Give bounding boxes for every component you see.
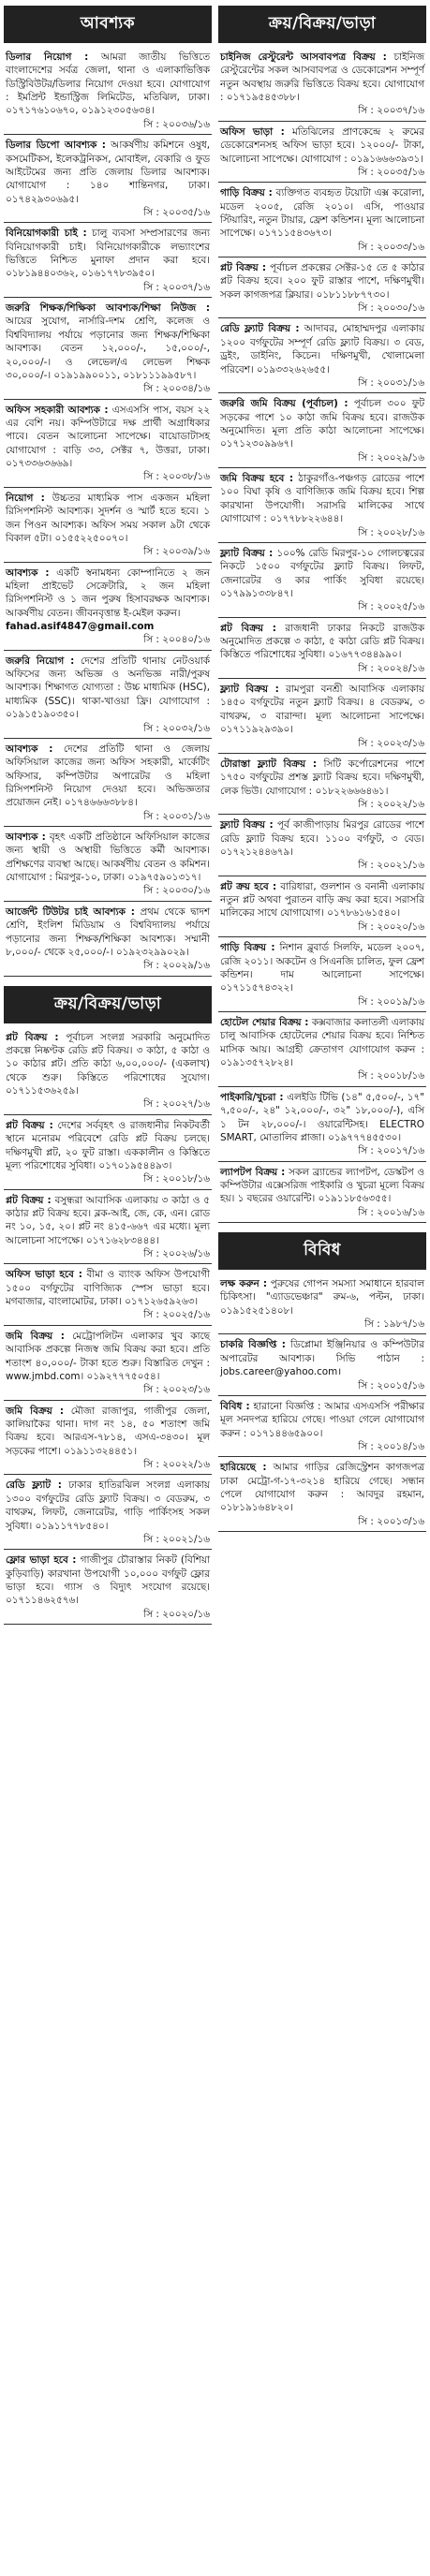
ad-heading: প্লট বিক্রয় : [220, 622, 276, 634]
ad-heading: বিনিয়োগকারী চাই : [6, 228, 87, 240]
ad-heading: চাইনিজ রেস্টুরেন্ট আসবাবপত্র বিক্রয় : [220, 52, 387, 63]
ad-heading: বিবিধ : [220, 1400, 250, 1412]
section-spacer [4, 977, 212, 986]
ad-code: সি : ২০০২৮/১৬ [358, 526, 424, 538]
classified-ad [4, 1550, 212, 1625]
classified-ad [218, 468, 426, 543]
section-spacer [218, 1223, 426, 1232]
ad-body: ডিপ্লোমা ইঞ্জিনিয়ার ও কম্পিউটার অপারেটর আবশ্যক। সিভি পাঠান : jobs.career@yahoo.com। [220, 1339, 424, 1378]
ad-body: মতিঝিলের প্রাণকেন্দ্রে ২ রুমের ডেকোরেশনসহ অফিস ভাড়া হবে। ১২০০০/- টাকা, আলোচনা সাপেক্ষে। যোগাযোগ : ০১৯১৬৬৬৩৯৩১। [220, 125, 424, 165]
ad-heading: ল্যাপটপ বিক্রয় : [220, 1166, 286, 1178]
ad-body: পূর্বাচল প্রকল্পের সেক্টর-১৫ তে ৫ কাঠার প্লট বিক্রয় হবে। ২০০ ফুট রাস্তার পাশে, দক্ষিণমুখী। সকল কাগজপত্র ক্লিয়ার। ০১৮১১৮৮৭৭৩০। [220, 262, 424, 301]
classified-ad [218, 258, 426, 318]
ad-code: সি : ২০০২০/১৬ [143, 1608, 210, 1620]
ad-heading: প্লট বিক্রয় : [220, 262, 267, 274]
ad-heading: জমি বিক্রয় : [6, 1405, 64, 1417]
classified-ad [218, 1012, 426, 1087]
ad-body: রাজধানী ঢাকার নিকটে রাজউক অনুমোদিত প্রকল্পে ৩ কাঠা, ৫ কাঠা রেডি প্লট বিক্রয়। কিস্তিতে পরিশোধের সুবিধা। ০১৬৭৭৩৪৪৯৯০। [220, 622, 424, 661]
ad-code: সি : ১৯৮৭/১৬ [364, 1318, 424, 1331]
ad-body: আদাবর, মোহাম্মদপুর এলাকায় ১২০০ বর্গফুটের সম্পূর্ণ রেডি ফ্ল্যাট বিক্রয়। ৩ বেড, ড্রইং, ডাইনিং, কিচেন। দক্ষিণমুখী, খোলামেলা পরিবেশ। ০১৯৩৩২৬২৬৫৫। [220, 323, 424, 375]
classified-ad [4, 1401, 212, 1476]
ad-heading: প্লট ক্রয় হবে : [220, 880, 277, 892]
ad-code: সি : ২০০২২/১৬ [358, 798, 424, 810]
classified-ad [218, 815, 426, 876]
ad-code: সি : ২০০১৫/১৬ [358, 1379, 424, 1391]
classified-ad [4, 1264, 212, 1325]
ad-heading: প্লট বিক্রয় : [6, 1194, 52, 1206]
ad-heading: আবশ্যক : [6, 567, 50, 579]
ad-heading: ফ্ল্যাট বিক্রয় : [220, 819, 274, 832]
classified-ad [218, 1162, 426, 1223]
ad-body: ১০০% রেডি মিরপুর-১০ গোলচত্বরের নিকটে ১৫০০ বর্গফুটের ফ্ল্যাট বিক্রয়। লিফট, জেনারেটর ও কার পার্কিং সুবিধা রয়েছে। ০১৭৯৯১৩৩৮৪৭। [220, 547, 424, 599]
ad-body: দেশের প্রতিটি থানায় নেটওয়ার্ক অফিসের জন্য অভিজ্ঞ ও অনভিজ্ঞ নারী/পুরুষ আবশ্যক। শিক্ষাগত যোগ্যতা : উচ্চ মাধ্যমিক (HSC), মাধ্যমিক (SSC)। থাকা-খাওয়া ফ্রি। যোগাযোগ : ০১৯১৫১৯০৩৫০। [6, 655, 210, 721]
section-title: আবশ্যক [4, 6, 212, 43]
ad-heading: চাকরি বিজ্ঞপ্তি : [220, 1339, 286, 1351]
ad-body: পূর্বাচল সংলগ্ন সরকারি অনুমোদিত প্রকল্পে নিষ্কণ্টক রেডি প্লট বিক্রয়। ৩ কাঠা, ৫ কাঠা ও ১০ কাঠার প্লট। প্রতি কাঠা ৬,০০,০০০/- (একলাখ) থেকে শুরু। কিস্তিতে পরিশোধের সুযোগ। ০১৭১১৫৩৬২৫৯। [6, 1031, 210, 1097]
ad-code: সি : ২০০৩৫/১৬ [358, 166, 424, 178]
ad-code: সি : ২০০৩৬/১৬ [143, 118, 210, 130]
ad-email[interactable]: fahad.asif4847@gmail.com [6, 621, 155, 633]
ad-heading: নিয়োগ : [6, 492, 45, 504]
ad-heading: অফিস সহকারী আবশ্যক : [6, 404, 109, 416]
ad-code: সি : ২০০৩২/১৬ [143, 722, 210, 734]
classified-ad [218, 183, 426, 258]
ad-body: এসএসসি পাস, বয়স ২২ এর বেশি নয়। কম্পিউটারে দক্ষ প্রার্থী অগ্রাধিকার পাবে। বেতন আলোচনা সাপেক্ষে। বায়োডাটাসহ যোগাযোগ : বাড়ি ৩৩, সেক্টর ৭, উত্তরা, ঢাকা। ০১৭৩৩৬৩৬৬৯। [6, 404, 210, 470]
classified-ad [4, 400, 212, 488]
ad-body: ঠাকুরগাঁও-পঞ্চগড় রোডের পাশে ১০০ বিঘা কৃষি ও বাণিজ্যিক জমি বিক্রয় হবে। শিল্প কারখানা উপযোগী। সরাসরি মালিকের সাথে যোগাযোগ : ০১৭৭৮৮২২৬৪৪। [220, 473, 424, 525]
ad-code: সি : ২০০৩৮/১৬ [143, 471, 210, 483]
ad-code: সি : ২০০১৯/১৬ [358, 995, 424, 1008]
ad-heading: জরুরি নিয়োগ : [6, 655, 75, 667]
ad-code: সি : ২০০৩০/১৬ [143, 885, 210, 897]
classified-ad [4, 902, 212, 977]
ad-body: দেশের সর্ববৃহৎ ও রাজধানীর নিকটবর্তী স্থানে মনোরম পরিবেশে রেডি প্লট বিক্রয় চলছে। দক্ষিণমুখী প্লট, ২০ ফুট রাস্তা। এককালীন ও কিস্তিতে মূল্য পরিশোধের সুবিধা। ০১৭০১৯৫৪৪৯৩। [6, 1119, 210, 1171]
classified-ad [4, 135, 212, 223]
ad-heading: আবশ্যক : [6, 832, 46, 844]
ad-heading: প্লট বিক্রয় : [6, 1119, 53, 1131]
ad-heading: হারিয়েছে : [220, 1462, 267, 1474]
classified-ad [218, 1457, 426, 1532]
ad-code: সি : ২০০১৪/১৬ [358, 1440, 424, 1452]
ad-code: সি : ২০০৩৫/১৬ [143, 206, 210, 218]
ad-body: আকর্ষণীয় কমিশনে ওষুধ, কসমেটিকস, ইলেকট্রনিকস, মোবাইল, বেকারি ও ফুড আইটেমের জন্য প্রতি জেলায় ডিলার আবশ্যক। যোগাযোগ : ১৪০ শান্তিনগর, ঢাকা। ০১৭৪২৯৩০৬৯৫। [6, 140, 210, 205]
ad-code: সি : ২০০২০/১৬ [358, 920, 424, 933]
classified-ad [4, 651, 212, 739]
ad-body: সিটি কর্পোরেশনের পাশে ১৭৫০ বর্গফুটের প্রশস্ত ফ্ল্যাট বিক্রয় হবে। দক্ষিণমুখী, লেক ভিউ। যোগাযোগ : ০১৮২২৬৬৬৪৬১। [220, 758, 424, 797]
ad-code: সি : ২০০৩৩/১৬ [358, 241, 424, 253]
ad-heading: গাড়ি বিক্রয় : [220, 942, 275, 954]
ad-heading: ডিলার নিয়োগ : [6, 52, 89, 63]
classified-ad [218, 1273, 426, 1334]
classified-ad [218, 876, 426, 937]
ad-heading: টোরাস্তা ফ্ল্যাট বিক্রয় : [220, 758, 318, 770]
left-column [4, 6, 212, 1625]
ad-body: আয়ের সুযোগ, নার্সারি-দশম শ্রেণি, কলেজ ও বিশ্ববিদ্যালয় পর্যায়ে পড়ানোর জন্য শিক্ষক/শিক্ষিকা আবশ্যক। বেতন ১২,০০০/-, ১৫,০০০/-, ২০,০০০/-। ও লেভেল/এ লেভেল শিক্ষক ৩০,০০০/-। ০১৯১৯৯০০১১, ০১৮১১১৯৯৫৮৭। [6, 316, 210, 381]
ad-body: এলইডি টিভি (১৪" ৫,৫০০/-, ১৭" ৭,৫০০/-, ২৪" ১২,০০০/-, ৩২" ১৮,০০০/-), এসি ১ টন ২৮,০০০/-। ওয়ারেন্টিসহ। ELECTRO SMART, মোতালিব প্লাজা। ০১৯৭৭৭৪৫৫৩০। [220, 1091, 424, 1143]
ad-body: বীমা ও ব্যাংক অফিস উপযোগী ১৫০০ বর্গফুটের বাণিজ্যিক স্পেস ভাড়া হবে। মগবাজার, বাংলামোটর, ঢাকা। ০১৭১২৬৫৯২৬৩। [6, 1269, 210, 1308]
ad-heading: পাইকারি/খুচরা : [220, 1091, 284, 1103]
ad-code: সি : ২০০৪০/১৬ [143, 634, 210, 646]
ad-code: সি : ২০০১৬/১৬ [358, 1206, 424, 1218]
ad-code: সি : ২০০২৯/১৬ [358, 451, 424, 464]
ad-code: সি : ২০০৩৭/১৬ [143, 281, 210, 293]
ad-code: সি : ২০০২৯/১৬ [143, 960, 210, 972]
ad-body: নিশান ব্লুবার্ড সিলফি, মডেল ২০০৭, রেজি ২০১১। অকটেন ও সিএনজি চালিত, ফুল ফ্রেশ কন্ডিশন। দাম আলোচনা সাপেক্ষে। ০১৭১১৫৭৪৩২২। [220, 942, 424, 994]
classified-ad [4, 1326, 212, 1401]
ad-code: সি : ২০০১৭/১৬ [358, 1145, 424, 1157]
classified-ad [218, 1396, 426, 1457]
right-column [218, 6, 426, 1532]
classified-ad [218, 679, 426, 754]
ad-body: মেট্রোপলিটন এলাকার খুব কাছে আবাসিক প্রকল্পে নিজস্ব জমি বিক্রয় করা হবে। প্রতি শতাংশ ৪০,০০০/- টাকা হতে শুরু। বিস্তারিত দেখুন : www.jmbd.com। ০১৯২৭৭৭৫০৫৪। [6, 1330, 210, 1382]
ad-code: সি : ২০০১৮/১৬ [358, 1070, 424, 1082]
ad-code: সি : ২০০৩১/১৬ [358, 376, 424, 389]
ad-code: সি : ২০০৩০/১৬ [358, 302, 424, 315]
ad-code: সি : ২০০২৭/১৬ [143, 1098, 210, 1111]
classified-ad [4, 298, 212, 400]
ad-code: সি : ২০০২৬/১৬ [143, 1248, 210, 1260]
classified-ad [4, 1027, 212, 1115]
ad-heading: জরুরি জমি বিক্রয় (পূর্বাচল) : [220, 398, 348, 410]
classified-ad [218, 318, 426, 393]
ad-heading: গাড়ি বিক্রয় : [220, 187, 273, 199]
classified-ad [218, 754, 426, 815]
ad-heading: লক্ষ করুন : [220, 1278, 267, 1290]
ad-code: সি : ২০০২৩/১৬ [358, 737, 424, 749]
ad-heading: আর্জেন্ট টিউটর চাই আবশ্যক : [6, 905, 135, 918]
classified-ad [218, 618, 426, 679]
ad-heading: অফিস ভাড়া হবে : [6, 1269, 82, 1281]
ad-body: চাইনিজ রেস্টুরেন্টের সকল আসবাবপত্র ও ডেকোরেশন সম্পূর্ণ নতুন অবস্থায় জরুরি ভিত্তিতে বিক্রয় হবে। যোগাযোগ : ০১৭১৯৫৪৫৩৮৮। [220, 52, 424, 104]
classified-ad [4, 563, 212, 651]
ad-body: প্রথম থেকে দ্বাদশ শ্রেণি, ইংলিশ মিডিয়াম ও বিশ্ববিদ্যালয় পর্যায়ে পড়ানোর জন্য শিক্ষক/শিক্ষিকা আবশ্যক। সম্মানী ৮,০০০/- থেকে ২৫,০০০/-। ০১৯২৩২৯৯০২৯। [6, 905, 210, 958]
classified-ad [4, 827, 212, 902]
ad-body: আমরা জাতীয় ভিত্তিতে বাংলাদেশের সর্বত্র জেলা, থানা ও এলাকাভিত্তিক ডিস্ট্রিবিউটর/ডিলার নিয়োগ দেওয়া হবে। যোগাযোগ : ইমপ্রিন্ট ইন্ডাস্ট্রিজ লিমিটেড, মতিঝিল, ঢাকা। ০১৭১৭৬১০৬৭০, ০১৯১২৩০৫৬৩৪। [6, 52, 211, 117]
ad-heading: রেডি ফ্ল্যাট : [6, 1479, 62, 1492]
classified-ad [218, 1334, 426, 1395]
ad-body: কক্সবাজার কলাতলী এলাকায় চালু আবাসিক হোটেলের শেয়ার বিক্রয় হবে। নিশ্চিত মাসিক আয়। আগ্রহী ক্রেতাগণ যোগাযোগ করুন : ০১৯১৩৫৭২৮২৪। [220, 1017, 424, 1069]
classified-ad [218, 1087, 426, 1162]
ad-heading: ফ্লোর ভাড়া হবে : [6, 1554, 77, 1567]
classified-ad [4, 1475, 212, 1550]
classified-ad [4, 1190, 212, 1265]
ad-body: বসুন্ধরা আবাসিক এলাকায় ৩ কাঠা ও ৫ কাঠার প্লট বিক্রয় হবে। ব্লক-আই, জে, কে, এন। রোড নং ১০, ১৫, ২০। প্লট নং ৪১৫-৬৬৭ এর মধ্যে। মূল্য আলোচনা সাপেক্ষে। ০১৭১৬২৮৩৪৪৪। [6, 1194, 210, 1246]
ad-code: সি : ২০০২২/১৬ [143, 1459, 210, 1471]
ad-body: হারানো বিজ্ঞপ্তি : আমার এসএসসি পরীক্ষার মূল সনদপত্র হারিয়ে গেছে। পাওয়া গেলে যোগাযোগ করুন : ০১৭১৪৪৬৫৯০০। [220, 1400, 424, 1439]
ad-heading: রেডি ফ্ল্যাট বিক্রয় : [220, 323, 300, 335]
ad-body: ব্যক্তিগত ব্যবহৃত টয়োটা এক্স করোলা, মডেল ২০০৫, রেজি ২০১০। এসি, পাওয়ার স্টিয়ারিং, নতুন টায়ার, ফ্রেশ কন্ডিশন। মূল্য আলোচনা সাপেক্ষে। ০১৭১১৫৪৩৬৭৩। [220, 187, 425, 240]
section-title: ক্রয়/বিক্রয়/ভাড়া [218, 6, 426, 43]
ad-body: বারিধারা, গুলশান ও বনানী এলাকায় নতুন প্লট অথবা পুরাতন বাড়ি ক্রয় করা হবে। সরাসরি মালিকের সাথে যোগাযোগ। ০১৭৮৬১৬১৫৪০। [220, 880, 424, 920]
ad-body: পুরুষের গোপন সমস্যা সমাধানে হারবাল চিকিৎসা। "এ্যাডভেঞ্চার" রুম-৬, পল্টন, ঢাকা। ০১৯১৫২৫১৪০৮। [220, 1278, 424, 1317]
ad-code: সি : ২০০৩৯/১৬ [143, 546, 210, 558]
classified-ad [4, 47, 212, 135]
classified-ad [218, 122, 426, 183]
ad-heading: ফ্ল্যাট বিক্রয় : [220, 547, 274, 559]
ad-code: সি : ২০০৩১/১৬ [143, 810, 210, 822]
ad-body: গাজীপুর চৌরাস্তার নিকট (বিশিয়া কুড়িবাড়ি) কারখানা উপযোগী ১০,০০০ বর্গফুট ফ্লোর ভাড়া হবে। গ্যাস ও বিদ্যুৎ সংযোগ রয়েছে। ০১৭১১৪৬২৫৭৬। [6, 1554, 210, 1607]
section-title: বিবিধ [218, 1232, 426, 1270]
ad-code: সি : ২০০৩৭/১৬ [358, 105, 424, 117]
ad-code: সি : ২০০৩৪/১৬ [143, 383, 210, 395]
ad-body: দেশের প্রতিটি থানা ও জেলায় অফিসিয়াল কাজের জন্য অফিস সহকারী, মার্কেটিং অফিসার, কম্পিউটার অপারেটর ও মহিলা রিসিপশনিস্ট নিয়োগ দেওয়া হবে। অভিজ্ঞতার প্রয়োজন নেই। ০১৭৪৬৬৬৩৮৮৪। [6, 743, 210, 809]
ad-code: সি : ২০০২১/১৬ [143, 1533, 210, 1545]
section-title: ক্রয়/বিক্রয়/ভাড়া [4, 986, 212, 1023]
ad-code: সি : ২০০২৩/১৬ [143, 1384, 210, 1396]
ad-heading: প্লট বিক্রয় : [6, 1031, 59, 1043]
ad-body: আমার গাড়ির রেজিস্ট্রেশন কাগজপত্র ঢাকা মেট্রো-গ-১৭-৩২১৪ হারিয়ে গেছে। সন্ধান পেলে যোগাযোগ করুন : আবদুর রহমান, ০১৮১৯১৬৪৮২০। [220, 1462, 425, 1514]
ad-body: একটি স্বনামধন্য কোম্পানিতে ২ জন মহিলা প্রাইভেট সেক্রেটারি, ২ জন মহিলা রিসিপশনিস্ট ও ১ জন পুরুষ হিসাবরক্ষক আবশ্যক। আকর্ষণীয় বেতন। জীবনবৃত্তান্ত ই-মেইল করুন। [6, 567, 210, 619]
ad-code: সি : ২০০১৩/১৬ [358, 1515, 424, 1527]
ad-body: মৌজা রাজাপুর, গাজীপুর জেলা, কালিয়াকৈর থানা। দাগ নং ১৪, ৫০ শতাংশ জমি বিক্রয় হবে। আরএস-৭৮১৪, এসএ-৩৪৩০। মূল সড়কের পাশে। ০১৯১১৩২৪৪৫১। [6, 1405, 210, 1457]
ad-heading: ফ্ল্যাট বিক্রয় : [220, 684, 279, 696]
classified-ad [218, 543, 426, 618]
ad-heading: ডিলার ডিপো আবশ্যক : [6, 140, 106, 152]
ad-body: পূর্বাচল ৩০০ ফুট সড়কের পাশে ১০ কাঠা জমি বিক্রয় হবে। রাজউক অনুমোদিত। মূল্য প্রতি কাঠা আলোচনা সাপেক্ষে। ০১৭১২৩০৯৯৬৭। [220, 398, 424, 450]
ad-code: সি : ২০০২৫/১৬ [143, 1309, 210, 1321]
classified-ad [4, 223, 212, 298]
ad-code: সি : ২০০২১/১৬ [358, 860, 424, 872]
classified-ad [218, 937, 426, 1012]
ad-heading: অফিস ভাড়া : [220, 125, 285, 138]
ad-heading: জমি বিক্রয় হবে : [220, 473, 294, 485]
classified-ad [218, 47, 426, 122]
ad-body: রামপুরা বনশ্রী আবাসিক এলাকায় ১৪৫০ বর্গফুটের নতুন ফ্ল্যাট বিক্রয়। ৪ বেডরুম, ৩ বাথরুম, ৩ বারান্দা। মূল্য আলোচনা সাপেক্ষে। ০১৭১১৯২৯৩৯০। [220, 684, 424, 736]
ad-heading: জরুরি শিক্ষক/শিক্ষিকা আবশ্যক/শিক্ষা নিউজ : [6, 302, 210, 315]
classified-ad [4, 488, 212, 563]
classified-ad [4, 739, 212, 827]
ad-body: সকল ব্র্যান্ডের ল্যাপটপ, ডেস্কটপ ও কম্পিউটার এক্সেসরিজ পাইকারি ও খুচরা মূল্যে বিক্রয় হয়। ১ বছরের ওয়ারেন্টি। ০১৯১১৮৫৬৩৫৫। [220, 1166, 424, 1205]
classified-ad [4, 1115, 212, 1190]
ad-heading: আবশ্যক : [6, 743, 53, 755]
ad-heading: জমি বিক্রয় : [6, 1330, 65, 1342]
ad-body: পূর্ব কাজীপাড়ায় মিরপুর রোডের পাশে রেডি ফ্ল্যাট বিক্রয় হবে। ১১০০ বর্গফুট, ৩ বেড। ০১৭২১২৪৪৬৭৯। [220, 819, 424, 859]
ad-body: ঢাকার হাতিরঝিল সংলগ্ন এলাকায় ১৩০০ বর্গফুটের রেডি ফ্ল্যাট বিক্রয়। ৩ বেডরুম, ৩ বাথরুম, লিফট, জেনারেটর, গাড়ি পার্কিংসহ সকল সুবিধা। ০১৯১১৭৭৮৫৪০। [6, 1479, 210, 1532]
ad-heading: হোটেল শেয়ার বিক্রয় : [220, 1017, 309, 1028]
ad-body: বৃহৎ একটি প্রতিষ্ঠানে অফিসিয়াল কাজের জন্য স্থায়ী ও অস্থায়ী ভিত্তিতে কর্মী আবশ্যক। প্রশিক্ষণের ব্যবস্থা আছে। আকর্ষণীয় বেতন ও কমিশন। যোগাযোগ : মিরপুর-১০, ঢাকা। ০১৯৭৫৯০১৩১৭। [6, 832, 210, 884]
ad-body: উচ্চতর মাধ্যমিক পাস একজন মহিলা রিসিপশনিস্ট আবশ্যক। সুদর্শন ও স্মার্ট হতে হবে। ১ জন পিওন আবশ্যক। অফিস সময় সকাল ৯টা থেকে বিকাল ৫টা। ০১৫৫২২৫০০৭০। [6, 492, 210, 544]
ad-code: সি : ২০০২৫/১৬ [358, 601, 424, 613]
classified-ad [218, 393, 426, 468]
ad-code: সি : ২০০২৪/১৬ [358, 662, 424, 674]
ad-code: সি : ২০০১৮/১৬ [143, 1173, 210, 1185]
ad-body: চালু ব্যবসা সম্প্রসারণের জন্য বিনিয়োগকারী চাই। বিনিয়োগকারীকে লভ্যাংশের ভিত্তিতে নিশ্চিত মুনাফা প্রদান করা হবে। ০১৮১৯৪৪০৩৬২, ০১৬১৭৭৮৩৯৫০। [6, 228, 210, 280]
